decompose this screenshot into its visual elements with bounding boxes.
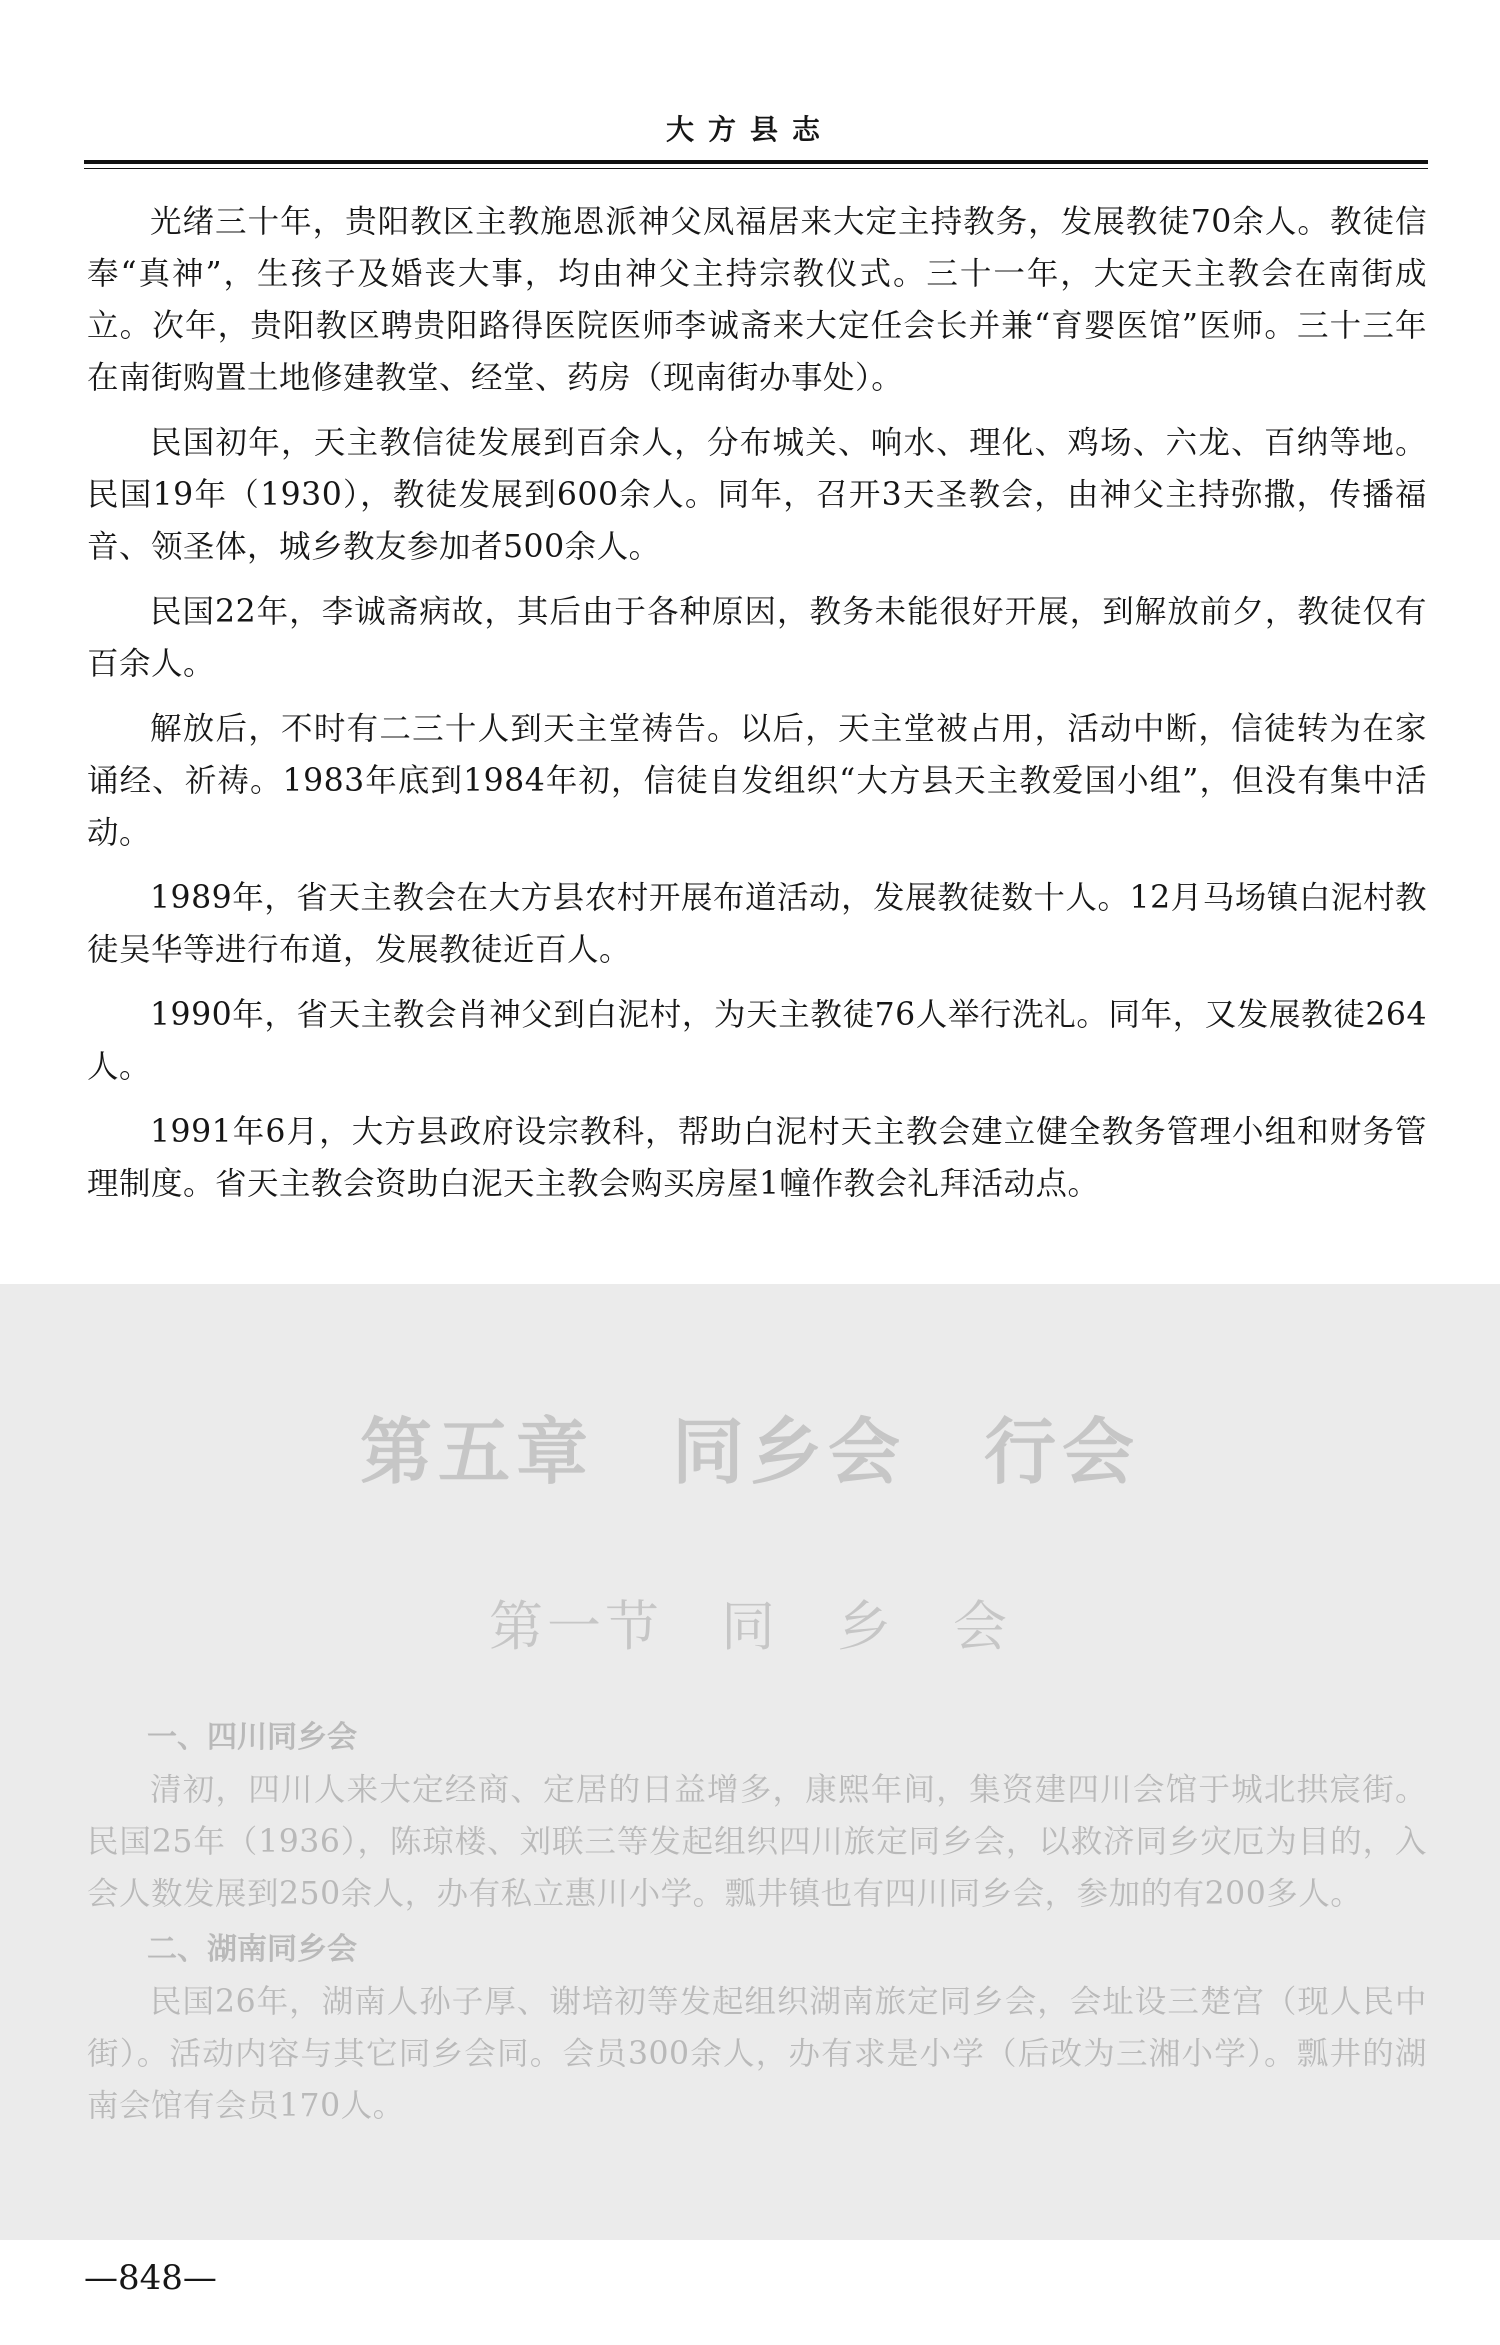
running-header: 大方县志 bbox=[665, 113, 834, 146]
subsection-heading: 一、四川同乡会 bbox=[147, 1720, 357, 1755]
faded-section bbox=[0, 1284, 1500, 2240]
paragraph: 解放后，不时有二三十人到天主堂祷告。以后，天主堂被占用，活动中断，信徒转为在家诵经、祈祷。1983年底到1984年初，信徒自发组织“大方县天主教爱国小组”，但没有集中活动。 bbox=[87, 711, 1427, 851]
header-rule-thick bbox=[84, 160, 1428, 164]
subsection-heading: 二、湖南同乡会 bbox=[147, 1932, 357, 1967]
paragraph: 清初，四川人来大定经商、定居的日益增多，康熙年间，集资建四川会馆于城北拱宸街。民国25年（1936），陈琼楼、刘联三等发起组织四川旅定同乡会，以救济同乡灾厄为目的，入会人数发展到250余人，办有私立惠川小学。瓢井镇也有四川同乡会，参加的有200多人。 bbox=[87, 1772, 1427, 1912]
paragraph: 1991年6月，大方县政府设宗教科，帮助白泥村天主教会建立健全教务管理小组和财务管理制度。省天主教会资助白泥天主教会购买房屋1幢作教会礼拜活动点。 bbox=[87, 1114, 1427, 1202]
chapter-title: 第五章 同乡会 行会 bbox=[359, 1410, 1140, 1494]
section-title: 第一节 同 乡 会 bbox=[489, 1595, 1011, 1658]
paragraph: 1990年，省天主教会肖神父到白泥村，为天主教徒76人举行洗礼。同年，又发展教徒264人。 bbox=[87, 997, 1427, 1085]
faded-body-text bbox=[87, 1712, 1427, 2136]
paragraph: 1989年，省天主教会在大方县农村开展布道活动，发展教徒数十人。12月马场镇白泥村教徒吴华等进行布道，发展教徒近百人。 bbox=[87, 880, 1427, 968]
header-rule-thin bbox=[84, 168, 1428, 169]
body-text bbox=[87, 196, 1427, 1223]
page-number: —848— bbox=[84, 2258, 217, 2298]
paragraph: 光绪三十年，贵阳教区主教施恩派神父凤福居来大定主持教务，发展教徒70余人。教徒信奉“真神”，生孩子及婚丧大事，均由神父主持宗教仪式。三十一年，大定天主教会在南街成立。次年，贵阳教区聘贵阳路得医院医师李诚斋来大定任会长并兼“育婴医馆”医师。三十三年在南街购置土地修建教堂、经堂、药房（现南街办事处）。 bbox=[87, 204, 1427, 396]
paragraph: 民国22年，李诚斋病故，其后由于各种原因，教务未能很好开展，到解放前夕，教徒仅有百余人。 bbox=[87, 594, 1427, 682]
paragraph: 民国初年，天主教信徒发展到百余人，分布城关、响水、理化、鸡场、六龙、百纳等地。民国19年（1930），教徒发展到600余人。同年，召开3天圣教会，由神父主持弥撒，传播福音、领圣体，城乡教友参加者500余人。 bbox=[87, 425, 1427, 565]
paragraph: 民国26年，湖南人孙子厚、谢培初等发起组织湖南旅定同乡会，会址设三楚宫（现人民中街）。活动内容与其它同乡会同。会员300余人，办有求是小学（后改为三湘小学）。瓢井的湖南会馆有会员170人。 bbox=[87, 1984, 1427, 2124]
